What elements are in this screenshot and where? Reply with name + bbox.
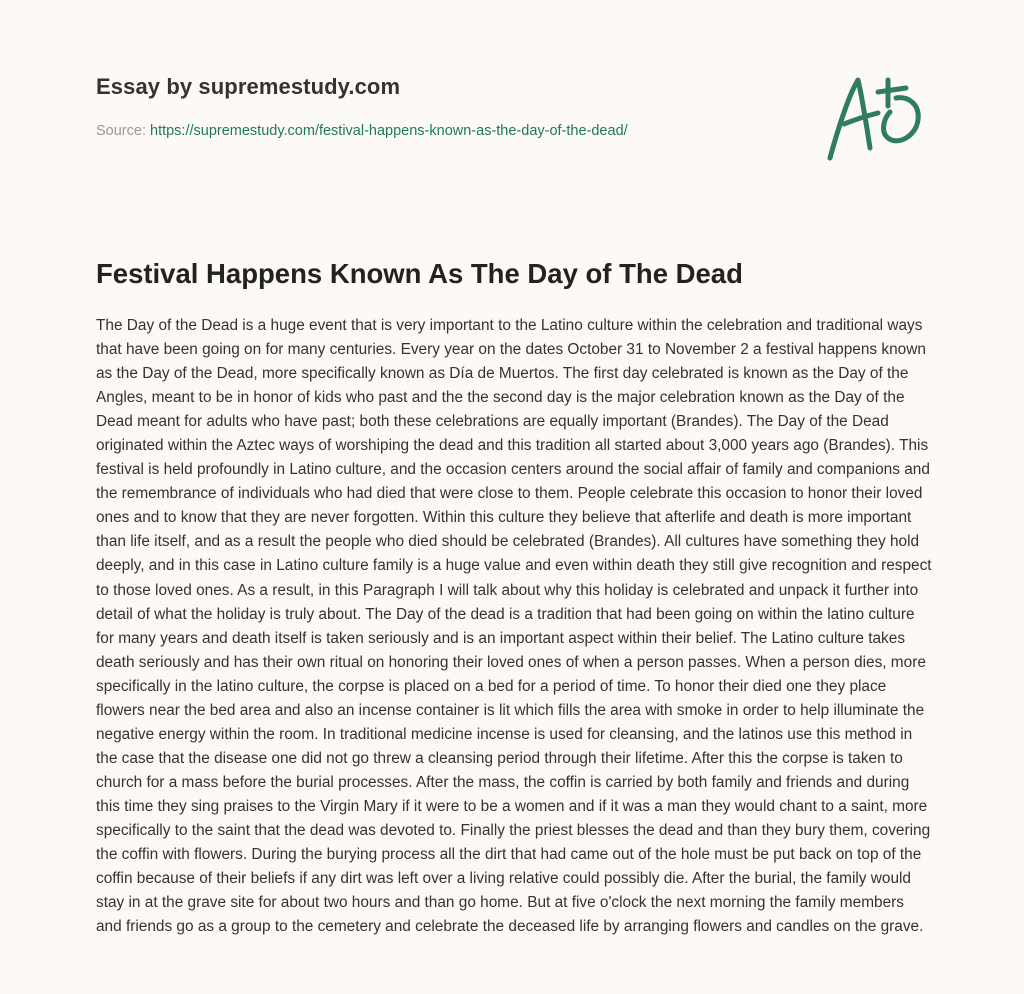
- source-label: Source:: [96, 123, 150, 139]
- a-plus-logo-icon: [818, 66, 928, 166]
- site-title: Essay by supremestudy.com: [96, 74, 401, 99]
- essay-body: The Day of the Dead is a huge event that is very important to the Latino culture within the celebration and traditional ways that have been going on for many centuries. Every year on the dates October 31 to November 2 a festival happens known as the Day of the Dead, more specifically known as Día de Muertos. The first day celebrated is known as the Day of the Angles, meant to be in honor of kids who past and the the second day is the major celebration known as the Day of the Dead meant for adults who have past; both these celebrations are equally important (Brandes). The Day of the Dead originated within the Aztec ways of worshiping the dead and this tradition all started about 3,000 years ago (Brandes). This festival is held profoundly in Latino culture, and the occasion centers around the social affair of family and companions and the remembrance of individuals who had died that were close to them. People celebrate this occasion to honor their loved ones and to know that they are never forgotten. Within this culture they believe that afterlife and death is more important than life itself, and as a result the people who died should be celebrated (Brandes). All cultures have something they hold deeply, and in this case in Latino culture family is a huge value and even within death they still give recognition and respect to those loved ones. As a result, in this Paragraph I will talk about why this holiday is celebrated and unpack it further into detail of what the holiday is truly about. The Day of the dead is a tradition that had been going on within the latino culture for many years and death itself is taken seriously and is an important aspect within their belief. The Latino culture takes death seriously and has their own ritual on honoring their loved ones of when a person passes. When a person dies, more specifically in the latino culture, the corpse is placed on a bed for a period of time. To honor their died one they place flowers near the bed area and also an incense container is lit which fills the area with smoke in order to help illuminate the negative energy within the room. In traditional medicine incense is used for cleansing, and the latinos use this method in the case that the disease one did not go threw a cleansing period through their lifetime. After this the corpse is taken to church for a mass before the burial processes. After the mass, the coffin is carried by both family and friends and during this time they sing praises to the Virgin Mary if it were to be a women and if it was a man they would chant to a saint, more specifically to the saint that the dead was devoted to. Finally the priest blesses the dead and than they bury them, covering the coffin with flowers. During the burying process all the dirt that had came out of the hole must be put back on top of the coffin because of their beliefs if any dirt was left over a living relative could possibly die. After the burial, the family would stay in at the grave site for about two hours and than go home. But at five o'clock the next morning the family members and friends go as a group to the cemetery and celebrate the deceased life by arranging flowers and candles on the grave.: [96, 317, 932, 936]
- source-link[interactable]: https://supremestudy.com/festival-happens-known-as-the-day-of-the-dead/: [150, 123, 628, 139]
- essay-main: [96, 255, 932, 939]
- page-header: [0, 0, 1024, 220]
- essay-title: Festival Happens Known As The Day of The Dead: [96, 258, 743, 289]
- source-line: [96, 123, 628, 139]
